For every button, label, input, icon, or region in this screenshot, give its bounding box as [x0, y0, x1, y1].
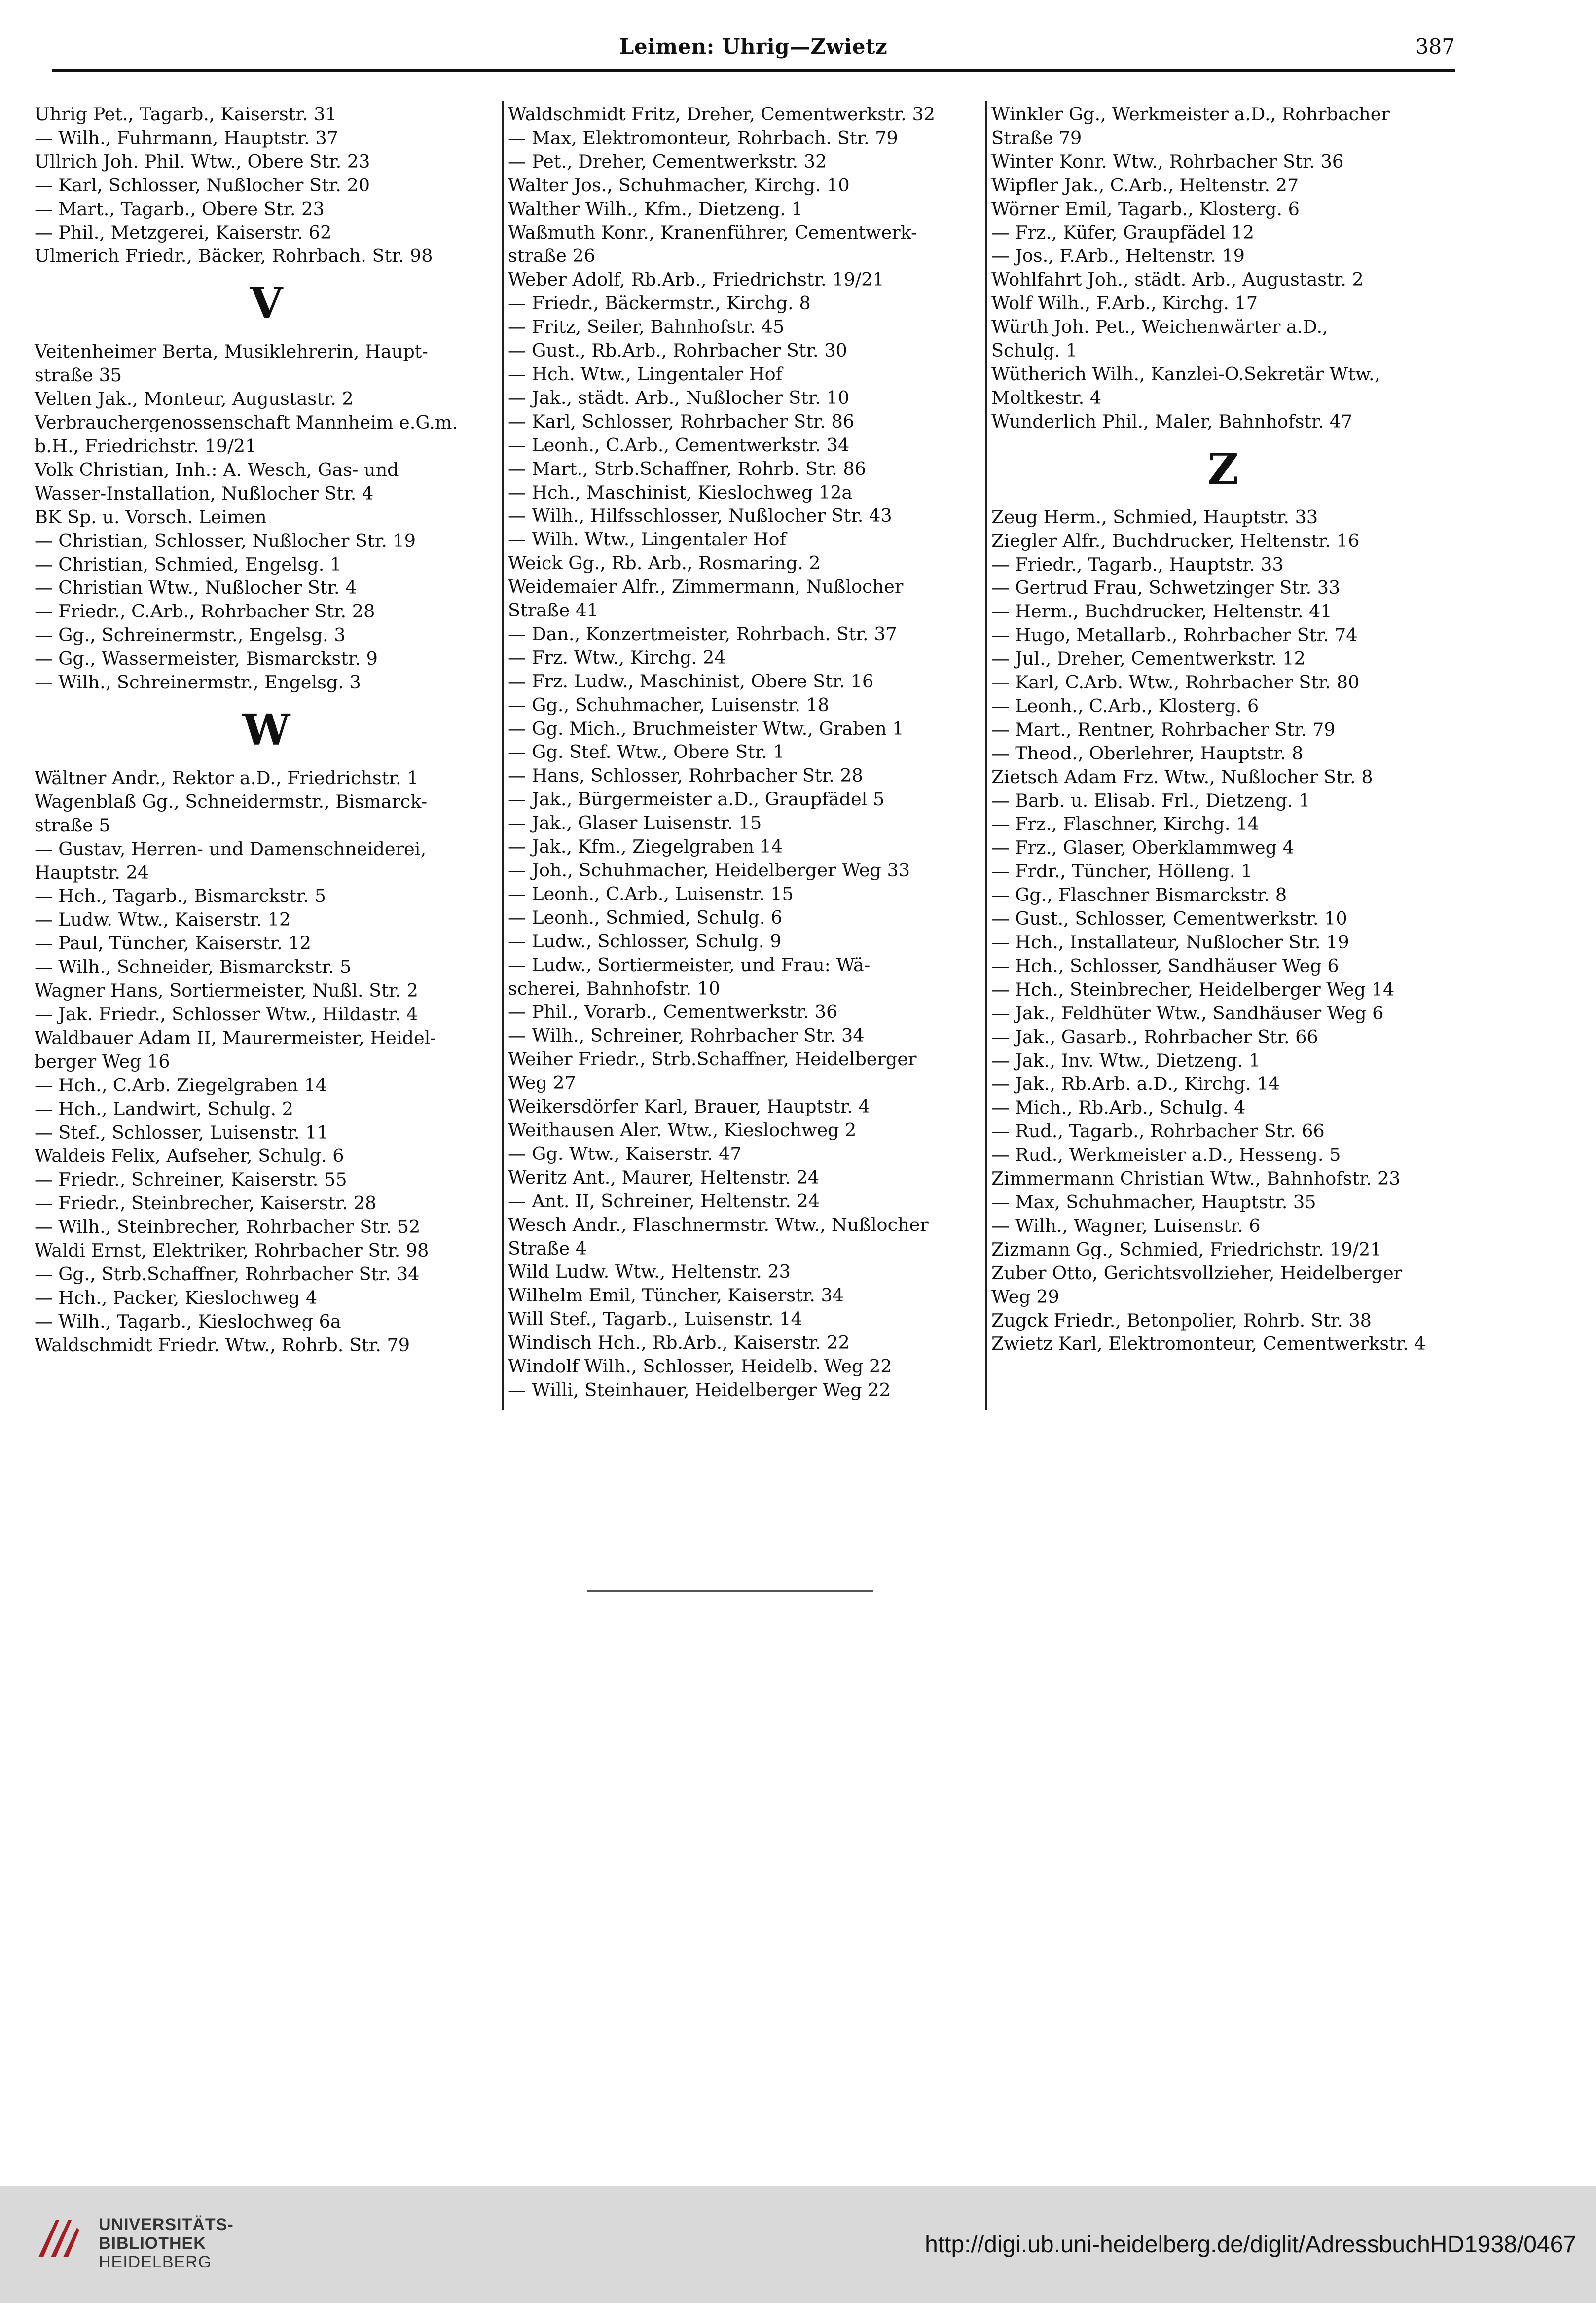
directory-entry: — Friedr., C.Arb., Rohrbacher Str. 28 [35, 601, 375, 622]
directory-entry: — Ludw., Sortiermeister, und Frau: Wä- [508, 954, 871, 975]
directory-entry: — Gust., Schlosser, Cementwerkstr. 10 [991, 908, 1347, 930]
directory-entry: — Wilh. Wtw., Lingentaler Hof [508, 529, 787, 550]
directory-entry: Zietsch Adam Frz. Wtw., Nußlocher Str. 8 [991, 766, 1373, 788]
directory-entry: — Wilh., Hilfsschlosser, Nußlocher Str. 43 [508, 505, 892, 527]
directory-entry: — Friedr., Bäckermstr., Kirchg. 8 [508, 292, 811, 314]
directory-entry: Weber Adolf, Rb.Arb., Friedrichstr. 19/21 [508, 269, 884, 290]
directory-entry: — Frz., Flaschner, Kirchg. 14 [991, 813, 1259, 835]
header-rule [52, 69, 1455, 72]
directory-entry: Wunderlich Phil., Maler, Bahnhofstr. 47 [991, 410, 1353, 432]
directory-entry: Ziegler Alfr., Buchdrucker, Heltenstr. 16 [991, 530, 1360, 551]
directory-entry: Walter Jos., Schuhmacher, Kirchg. 10 [508, 174, 850, 196]
directory-entry: — Rud., Werkmeister a.D., Hesseng. 5 [991, 1144, 1341, 1166]
directory-entry: Wagner Hans, Sortiermeister, Nußl. Str. 2 [35, 980, 418, 1002]
directory-entry: Weidemaier Alfr., Zimmermann, Nußlocher [508, 576, 904, 598]
directory-entry: — Phil., Vorarb., Cementwerkstr. 36 [508, 1001, 838, 1023]
directory-entry: — Max, Elektromonteur, Rohrbach. Str. 79 [508, 127, 898, 148]
directory-entry: Weiher Friedr., Strb.Schaffner, Heidelberger [508, 1048, 917, 1070]
directory-entry: Wagenblaß Gg., Schneidermstr., Bismarck- [35, 791, 428, 812]
directory-entry: — Gg., Strb.Schaffner, Rohrbacher Str. 34 [35, 1263, 420, 1285]
column-divider [502, 101, 504, 1410]
directory-entry: Windolf Wilh., Schlosser, Heidelb. Weg 22 [508, 1356, 892, 1377]
directory-entry: straße 35 [35, 364, 122, 386]
directory-entry: Winter Konr. Wtw., Rohrbacher Str. 36 [991, 150, 1344, 172]
directory-entry: — Frz., Glaser, Oberklammweg 4 [991, 837, 1294, 859]
directory-entry: — Max, Schuhmacher, Hauptstr. 35 [991, 1191, 1316, 1213]
directory-entry: — Jak., Rb.Arb. a.D., Kirchg. 14 [991, 1073, 1280, 1095]
directory-entry: — Leonh., Schmied, Schulg. 6 [508, 906, 783, 928]
directory-entry: Uhrig Pet., Tagarb., Kaiserstr. 31 [35, 104, 337, 125]
directory-entry: Weithausen Aler. Wtw., Kieslochweg 2 [508, 1119, 857, 1141]
directory-entry: Zwietz Karl, Elektromonteur, Cementwerkstr. 4 [991, 1333, 1426, 1355]
logo-line: BIBLIOTHEK [99, 2234, 206, 2253]
directory-entry: — Gust., Rb.Arb., Rohrbacher Str. 30 [508, 340, 847, 361]
directory-entry: straße 26 [508, 245, 596, 267]
page-number: 387 [1415, 35, 1455, 59]
directory-entry: — Leonh., C.Arb., Cementwerkstr. 34 [508, 434, 850, 456]
directory-entry: Wild Ludw. Wtw., Heltenstr. 23 [508, 1261, 791, 1283]
directory-entry: Winkler Gg., Werkmeister a.D., Rohrbacher [991, 104, 1390, 125]
directory-entry: Zuber Otto, Gerichtsvollzieher, Heidelberger [991, 1262, 1403, 1284]
directory-entry: — Frz. Ludw., Maschinist, Obere Str. 16 [508, 670, 874, 692]
directory-entry: — Frz., Küfer, Graupfädel 12 [991, 221, 1254, 243]
directory-entry: Waldi Ernst, Elektriker, Rohrbacher Str. 98 [35, 1240, 429, 1261]
section-letter: W [242, 705, 290, 755]
directory-entry: Weick Gg., Rb. Arb., Rosmaring. 2 [508, 552, 821, 574]
directory-entry: Ulmerich Friedr., Bäcker, Rohrbach. Str. 98 [35, 245, 433, 267]
directory-entry: — Barb. u. Elisab. Frl., Dietzeng. 1 [991, 790, 1310, 811]
directory-entry: — Paul, Tüncher, Kaiserstr. 12 [35, 933, 311, 954]
directory-entry: — Hch., Steinbrecher, Heidelberger Weg 14 [991, 978, 1395, 1000]
directory-entry: — Hch., Installateur, Nußlocher Str. 19 [991, 932, 1349, 953]
directory-entry: — Hch., Packer, Kieslochweg 4 [35, 1287, 318, 1308]
directory-entry: — Pet., Dreher, Cementwerkstr. 32 [508, 150, 827, 172]
directory-column-1 [35, 103, 498, 1357]
directory-entry: — Mart., Rentner, Rohrbacher Str. 79 [991, 719, 1336, 740]
source-url[interactable]: http://digi.ub.uni-heidelberg.de/diglit/AdressbuchHD1938/0467 [925, 2231, 1576, 2258]
directory-entry: Wasser-Installation, Nußlocher Str. 4 [35, 482, 374, 504]
logo-line: HEIDELBERG [99, 2253, 212, 2271]
directory-entry: — Hch., Landwirt, Schulg. 2 [35, 1098, 293, 1119]
running-title: Leimen: Uhrig—Zwietz [619, 35, 888, 59]
directory-entry: — Gg., Flaschner Bismarckstr. 8 [991, 884, 1287, 906]
directory-entry: — Jos., F.Arb., Heltenstr. 19 [991, 245, 1245, 267]
directory-entry: — Ludw., Schlosser, Schulg. 9 [508, 930, 782, 952]
directory-entry: — Mich., Rb.Arb., Schulg. 4 [991, 1097, 1246, 1118]
directory-entry: — Herm., Buchdrucker, Heltenstr. 41 [991, 601, 1332, 622]
directory-entry: — Hch., C.Arb. Ziegelgraben 14 [35, 1074, 327, 1096]
directory-entry: — Mart., Strb.Schaffner, Rohrb. Str. 86 [508, 458, 866, 479]
directory-entry: — Friedr., Schreiner, Kaiserstr. 55 [35, 1169, 347, 1190]
end-rule [587, 1590, 873, 1592]
directory-entry: Straße 41 [508, 600, 599, 621]
directory-entry: — Karl, Schlosser, Nußlocher Str. 20 [35, 174, 370, 196]
directory-entry: — Wilh., Fuhrmann, Hauptstr. 37 [35, 127, 338, 148]
directory-entry: Wipfler Jak., C.Arb., Heltenstr. 27 [991, 174, 1299, 196]
directory-entry: Straße 79 [991, 127, 1082, 148]
directory-entry: — Christian Wtw., Nußlocher Str. 4 [35, 577, 357, 599]
directory-entry: — Mart., Tagarb., Obere Str. 23 [35, 198, 325, 219]
section-letter: Z [1207, 444, 1239, 494]
directory-entry: Veitenheimer Berta, Musiklehrerin, Haupt- [35, 341, 428, 362]
directory-entry: Schulg. 1 [991, 340, 1078, 361]
directory-entry: — Jul., Dreher, Cementwerkstr. 12 [991, 648, 1306, 670]
directory-entry: — Jak., Kfm., Ziegelgraben 14 [508, 836, 783, 858]
directory-entry: — Hans, Schlosser, Rohrbacher Str. 28 [508, 765, 863, 787]
directory-entry: — Leonh., C.Arb., Klosterg. 6 [991, 695, 1259, 717]
directory-entry: Würth Joh. Pet., Weichenwärter a.D., [991, 316, 1328, 338]
directory-entry: — Gg., Schreinermstr., Engelsg. 3 [35, 624, 346, 646]
directory-entry: — Fritz, Seiler, Bahnhofstr. 45 [508, 316, 785, 338]
directory-entry: Windisch Hch., Rb.Arb., Kaiserstr. 22 [508, 1332, 850, 1354]
directory-entry: Waldeis Felix, Aufseher, Schulg. 6 [35, 1145, 344, 1167]
directory-entry: — Christian, Schlosser, Nußlocher Str. 19 [35, 530, 416, 551]
directory-entry: — Frdr., Tüncher, Hölleng. 1 [991, 861, 1253, 882]
directory-entry: — Hch., Schlosser, Sandhäuser Weg 6 [991, 955, 1339, 976]
directory-entry: — Wilh., Schneider, Bismarckstr. 5 [35, 956, 352, 978]
directory-entry: — Hch., Tagarb., Bismarckstr. 5 [35, 885, 326, 907]
directory-entry: straße 5 [35, 814, 110, 836]
library-logo-icon [29, 2210, 88, 2269]
directory-entry: — Wilh., Schreiner, Rohrbacher Str. 34 [508, 1025, 865, 1046]
directory-entry: — Jak., Bürgermeister a.D., Graupfädel 5 [508, 789, 885, 810]
directory-entry: — Frz. Wtw., Kirchg. 24 [508, 647, 726, 668]
directory-entry: Zeug Herm., Schmied, Hauptstr. 33 [991, 506, 1318, 528]
footer-bar [0, 2186, 1596, 2303]
directory-entry: — Christian, Schmied, Engelsg. 1 [35, 553, 342, 575]
directory-column-3 [991, 103, 1455, 1356]
directory-entry: — Joh., Schuhmacher, Heidelberger Weg 33 [508, 860, 910, 881]
directory-entry: — Jak., Feldhüter Wtw., Sandhäuser Weg 6 [991, 1002, 1384, 1024]
directory-entry: — Wilh., Steinbrecher, Rohrbacher Str. 52 [35, 1216, 421, 1238]
directory-entry: b.H., Friedrichstr. 19/21 [35, 435, 257, 457]
directory-entry: — Ludw. Wtw., Kaiserstr. 12 [35, 909, 291, 931]
directory-entry: — Gustav, Herren- und Damenschneiderei, [35, 838, 426, 860]
directory-entry: Waldschmidt Fritz, Dreher, Cementwerkstr. 32 [508, 104, 936, 125]
directory-entry: — Leonh., C.Arb., Luisenstr. 15 [508, 883, 794, 904]
directory-entry: — Wilh., Schreinermstr., Engelsg. 3 [35, 672, 361, 693]
directory-entry: — Karl, C.Arb. Wtw., Rohrbacher Str. 80 [991, 672, 1360, 693]
directory-entry: — Ant. II, Schreiner, Heltenstr. 24 [508, 1190, 820, 1212]
directory-entry: Ullrich Joh. Phil. Wtw., Obere Str. 23 [35, 150, 370, 172]
directory-entry: Moltkestr. 4 [991, 387, 1102, 408]
directory-entry: Wolf Wilh., F.Arb., Kirchg. 17 [991, 292, 1258, 314]
directory-entry: — Stef., Schlosser, Luisenstr. 11 [35, 1121, 328, 1143]
directory-entry: — Jak., Gasarb., Rohrbacher Str. 66 [991, 1026, 1318, 1047]
directory-entry: Wesch Andr., Flaschnermstr. Wtw., Nußlocher [508, 1214, 929, 1235]
directory-column-2 [508, 103, 977, 1402]
directory-entry: Weg 29 [991, 1286, 1059, 1307]
directory-entry: — Hch., Maschinist, Kieslochweg 12a [508, 481, 853, 503]
directory-entry: Waßmuth Konr., Kranenführer, Cementwerk- [508, 221, 917, 243]
directory-entry: Waldschmidt Friedr. Wtw., Rohrb. Str. 79 [35, 1334, 410, 1356]
directory-entry: — Rud., Tagarb., Rohrbacher Str. 66 [991, 1120, 1325, 1142]
directory-entry: — Dan., Konzertmeister, Rohrbach. Str. 37 [508, 623, 897, 645]
directory-entry: — Phil., Metzgerei, Kaiserstr. 62 [35, 221, 332, 243]
directory-entry: Walther Wilh., Kfm., Dietzeng. 1 [508, 198, 803, 219]
library-logo-text [99, 2215, 234, 2271]
directory-entry: Wohlfahrt Joh., städt. Arb., Augustastr. 2 [991, 269, 1364, 290]
directory-entry: — Hugo, Metallarb., Rohrbacher Str. 74 [991, 624, 1358, 646]
page-header [52, 34, 1455, 64]
directory-entry: — Gg., Schuhmacher, Luisenstr. 18 [508, 694, 830, 716]
directory-entry: — Willi, Steinhauer, Heidelberger Weg 22 [508, 1379, 891, 1401]
section-letter: V [250, 279, 283, 329]
logo-line: UNIVERSITÄTS- [99, 2215, 234, 2234]
directory-entry: — Gg. Wtw., Kaiserstr. 47 [508, 1143, 742, 1164]
directory-entry: — Gertrud Frau, Schwetzinger Str. 33 [991, 577, 1341, 599]
directory-entry: Zimmermann Christian Wtw., Bahnhofstr. 23 [991, 1168, 1401, 1189]
directory-entry: — Friedr., Tagarb., Hauptstr. 33 [991, 553, 1284, 575]
directory-entry: — Theod., Oberlehrer, Hauptstr. 8 [991, 742, 1304, 764]
directory-entry: — Gg. Stef. Wtw., Obere Str. 1 [508, 741, 785, 763]
directory-entry: Velten Jak., Monteur, Augustastr. 2 [35, 388, 354, 410]
directory-entry: — Hch. Wtw., Lingentaler Hof [508, 363, 783, 385]
directory-entry: Zugck Friedr., Betonpolier, Rohrb. Str. 38 [991, 1309, 1372, 1331]
directory-entry: Wütherich Wilh., Kanzlei-O.Sekretär Wtw., [991, 363, 1380, 385]
directory-entry: Weg 27 [508, 1072, 576, 1094]
directory-entry: Straße 4 [508, 1237, 587, 1259]
directory-entry: Wilhelm Emil, Tüncher, Kaiserstr. 34 [508, 1285, 844, 1306]
directory-entry: — Jak., städt. Arb., Nußlocher Str. 10 [508, 387, 850, 408]
directory-entry: Hauptstr. 24 [35, 862, 149, 883]
directory-entry: — Jak. Friedr., Schlosser Wtw., Hildastr. 4 [35, 1004, 418, 1025]
directory-entry: Wältner Andr., Rektor a.D., Friedrichstr. 1 [35, 767, 419, 789]
directory-entry: — Friedr., Steinbrecher, Kaiserstr. 28 [35, 1192, 377, 1214]
column-divider [985, 101, 987, 1410]
directory-entry: Wörner Emil, Tagarb., Klosterg. 6 [991, 198, 1300, 219]
directory-entry: — Jak., Glaser Luisenstr. 15 [508, 812, 762, 834]
directory-entry: — Karl, Schlosser, Rohrbacher Str. 86 [508, 410, 855, 432]
directory-entry: Waldbauer Adam II, Maurermeister, Heidel- [35, 1027, 436, 1048]
directory-entry: scherei, Bahnhofstr. 10 [508, 977, 721, 999]
directory-entry: BK Sp. u. Vorsch. Leimen [35, 506, 267, 528]
directory-entry: — Wilh., Wagner, Luisenstr. 6 [991, 1215, 1261, 1236]
directory-entry: berger Weg 16 [35, 1050, 170, 1072]
directory-entry: — Gg. Mich., Bruchmeister Wtw., Graben 1 [508, 718, 904, 739]
directory-entry: Weritz Ant., Maurer, Heltenstr. 24 [508, 1166, 820, 1188]
directory-entry: Weikersdörfer Karl, Brauer, Hauptstr. 4 [508, 1096, 870, 1117]
directory-entry: Zizmann Gg., Schmied, Friedrichstr. 19/21 [991, 1238, 1382, 1260]
directory-entry: Verbrauchergenossenschaft Mannheim e.G.m. [35, 412, 458, 433]
directory-entry: — Jak., Inv. Wtw., Dietzeng. 1 [991, 1049, 1261, 1071]
directory-entry: — Wilh., Tagarb., Kieslochweg 6a [35, 1310, 341, 1332]
directory-entry: Will Stef., Tagarb., Luisenstr. 14 [508, 1308, 802, 1330]
directory-entry: — Gg., Wassermeister, Bismarckstr. 9 [35, 648, 378, 670]
directory-entry: Volk Christian, Inh.: A. Wesch, Gas- und [35, 459, 399, 480]
